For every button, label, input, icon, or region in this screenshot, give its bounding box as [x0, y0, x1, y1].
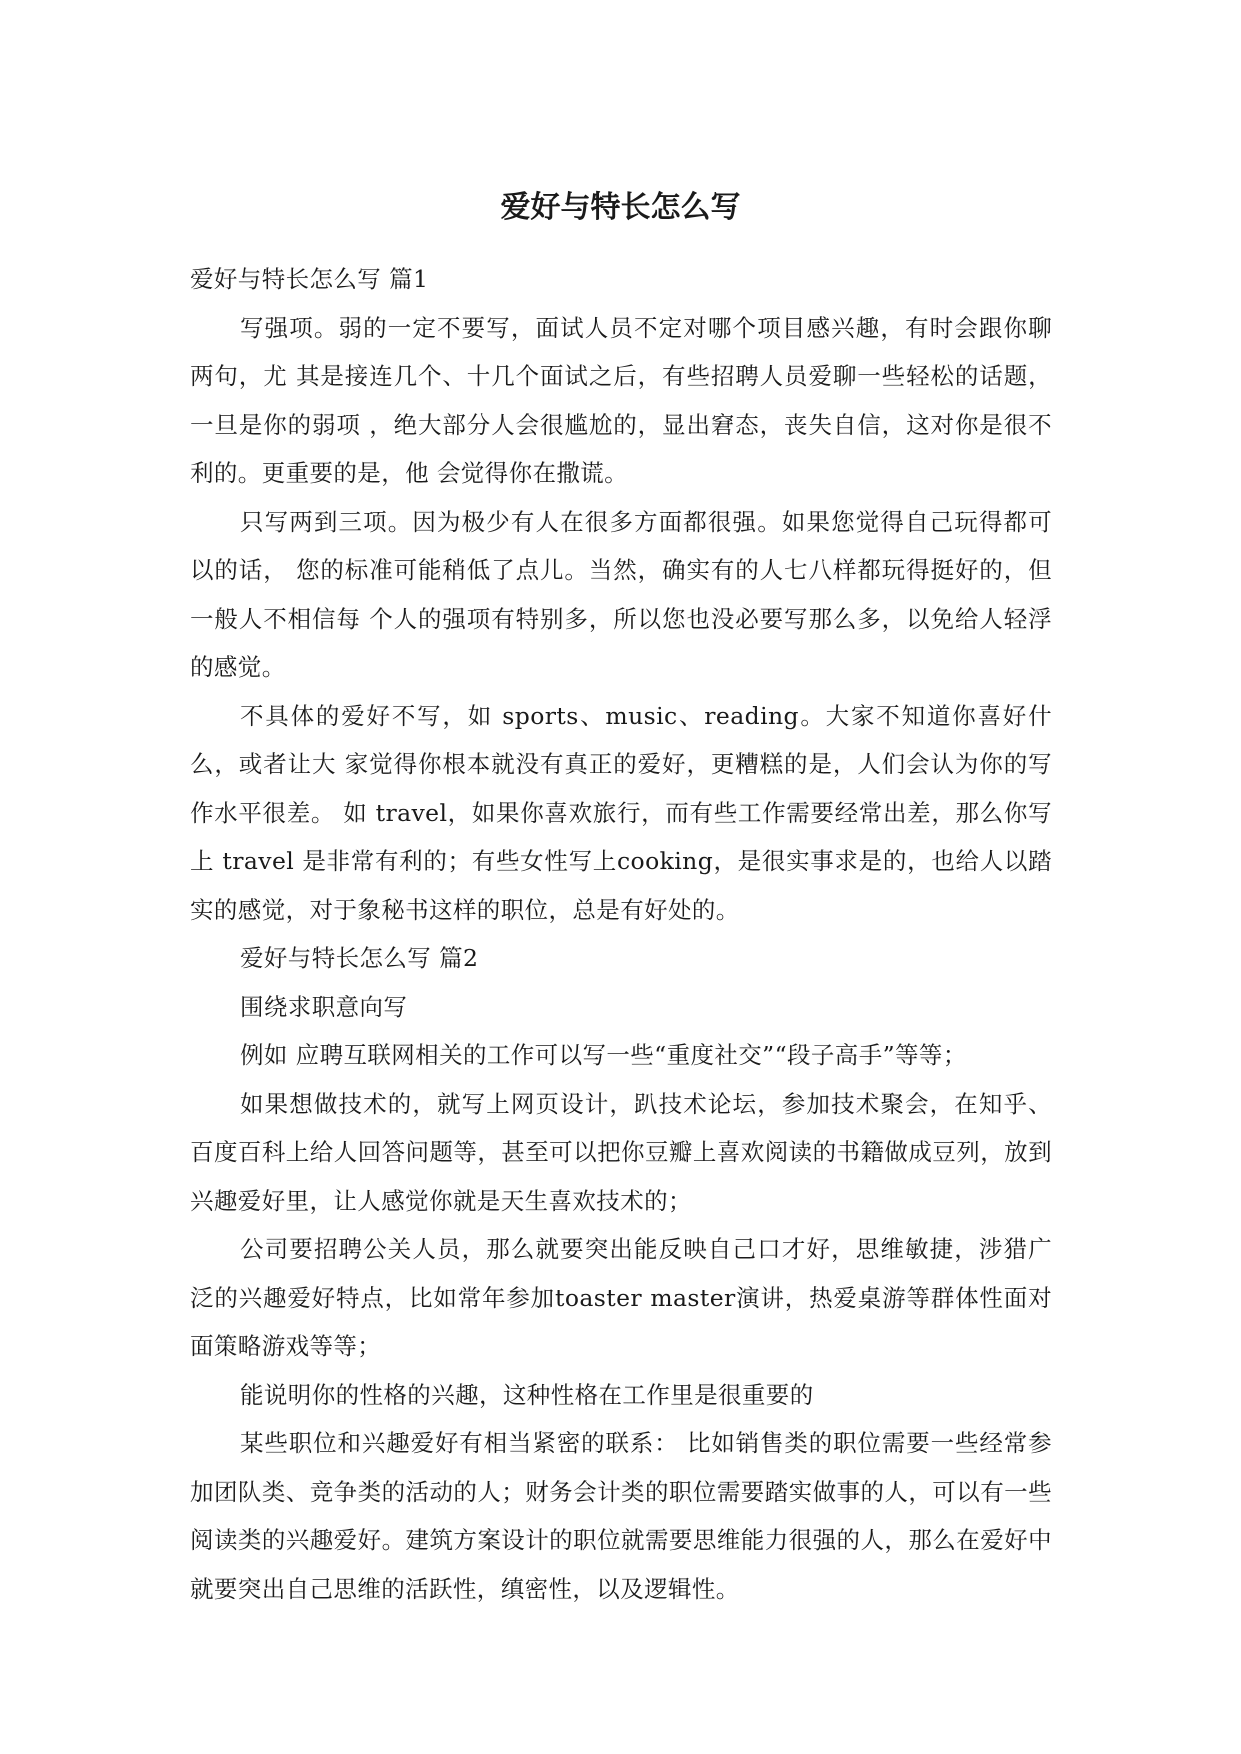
paragraph: 例如 应聘互联网相关的工作可以写一些“重度社交”“段子高手”等等；	[240, 1041, 967, 1069]
document-title: 爱好与特长怎么写	[500, 190, 741, 225]
paragraph: 某些职位和兴趣爱好有相当紧密的联系： 比如销售类的职位需要一些经常参加团队类、竞争类的活动的人；财务会计类的职位需要踏实做事的人，可以有一些阅读类的兴趣爱好。建筑方案设计的职位就需要思维能力很强的人，那么在爱好中就要突出自己思维的活跃性，缜密性，以及逻辑性。	[190, 1429, 1052, 1603]
section-heading-2: 爱好与特长怎么写 篇2	[240, 944, 479, 972]
paragraph: 写强项。弱的一定不要写，面试人员不定对哪个项目感兴趣，有时会跟你聊两句，尤 其是接连几个、十几个面试之后，有些招聘人员爱聊一些轻松的话题，一旦是你的弱项 ，绝大部分人会很尴尬的，显出窘态，丧失自信，这对你是很不利的。更重要的是，他 会觉得你在撒谎。	[190, 313, 1052, 487]
paragraph: 只写两到三项。因为极少有人在很多方面都很强。如果您觉得自己玩得都可以的话， 您的标准可能稍低了点儿。当然，确实有的人七八样都玩得挺好的，但一般人不相信每 个人的强项有特别多，所以您也没必要写那么多，以免给人轻浮的感觉。	[190, 507, 1052, 681]
section-heading-1: 爱好与特长怎么写 篇1	[190, 265, 429, 293]
paragraph: 围绕求职意向写	[240, 992, 408, 1021]
document-body	[190, 255, 1052, 1613]
paragraph: 不具体的爱好不写，如 sports、music、reading。大家不知道你喜好什么，或者让大 家觉得你根本就没有真正的爱好，更糟糕的是，人们会认为你的写作水平很差。 如 travel，如果你喜欢旅行，而有些工作需要经常出差，那么你写上 travel 是非常有利的；有些女性写上cooking，是很实事求是的，也给人以踏实的感觉，对于象秘书这样的职位，总是有好处的。	[190, 701, 1052, 924]
paragraph: 能说明你的性格的兴趣，这种性格在工作里是很重要的	[240, 1380, 814, 1409]
paragraph: 如果想做技术的，就写上网页设计，趴技术论坛，参加技术聚会，在知乎、百度百科上给人回答问题等，甚至可以把你豆瓣上喜欢阅读的书籍做成豆列，放到兴趣爱好里，让人感觉你就是天生喜欢技术的；	[190, 1089, 1052, 1215]
paragraph: 公司要招聘公关人员，那么就要突出能反映自己口才好，思维敏捷，涉猎广泛的兴趣爱好特点，比如常年参加toaster master演讲，热爱桌游等群体性面对面策略游戏等等；	[190, 1235, 1052, 1360]
